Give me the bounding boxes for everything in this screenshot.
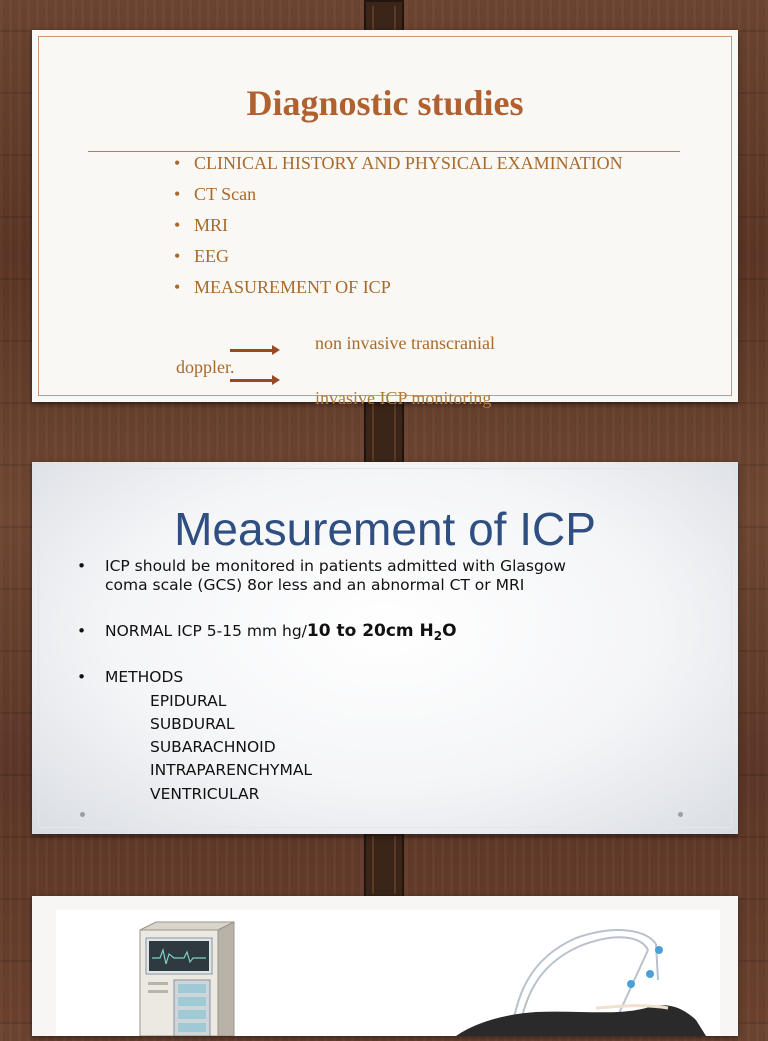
bullet-line: ICP should be monitored in patients admitted with Glasgow (105, 557, 566, 575)
arrow-icon (230, 349, 274, 352)
bullet-item: • METHODS (77, 668, 184, 686)
normal-icp-text: NORMAL ICP 5-15 mm hg/ (105, 622, 307, 640)
head-outline (456, 1005, 706, 1036)
bullet-list (172, 152, 672, 307)
method-item: EPIDURAL (150, 692, 227, 710)
bullet-item: • MRI (172, 214, 672, 237)
method-item: SUBDURAL (150, 715, 235, 733)
bullet-item: • NORMAL ICP 5-15 mm hg/10 to 20cm $H_2O$ (77, 621, 457, 644)
sub-note-invasive: invasive ICP monitoring (315, 388, 492, 408)
bullet-line: coma scale (GCS) 8or less and an abnormal CT or MRI (105, 576, 525, 594)
method-item: SUBARACHNOID (150, 738, 276, 756)
slide-diagnostic-studies (32, 30, 738, 402)
slide-title: Measurement of ICP (174, 503, 596, 555)
slide-title: Diagnostic studies (246, 83, 524, 123)
method-item: VENTRICULAR (150, 785, 260, 803)
bullet-item: • CT Scan (172, 183, 672, 206)
sub-note-noninvasive: non invasive transcranial (315, 333, 495, 353)
sub-note-noninvasive-cont: doppler. (176, 357, 235, 377)
arrow-icon (230, 379, 274, 382)
corner-dot (80, 812, 85, 817)
binder-clip-lower (364, 830, 404, 900)
bullet-item: • MEASUREMENT OF ICP (172, 276, 672, 299)
corner-dot (678, 812, 683, 817)
normal-icp-bold: 10 to 20cm H (306, 621, 434, 641)
bullet-item: • ICP should be monitored in patients admitted with Glasgow coma scale (GCS) 8or less and an abnormal CT or MRI (105, 557, 725, 595)
normal-icp-bold-end: O (442, 621, 457, 641)
icp-monitor-illustration (56, 910, 720, 1036)
method-item: INTRAPARENCHYMAL (150, 761, 313, 779)
subscript: 2 (433, 629, 443, 644)
illustration-area (56, 910, 720, 1036)
slide-icp-illustration (32, 896, 738, 1036)
monitor-device-icon (140, 922, 234, 1036)
bullet-item: • EEG (172, 245, 672, 268)
methods-label: METHODS (105, 668, 184, 686)
slide-measurement-of-icp (32, 462, 738, 834)
bullet-item: • CLINICAL HISTORY AND PHYSICAL EXAMINATION (172, 152, 672, 175)
